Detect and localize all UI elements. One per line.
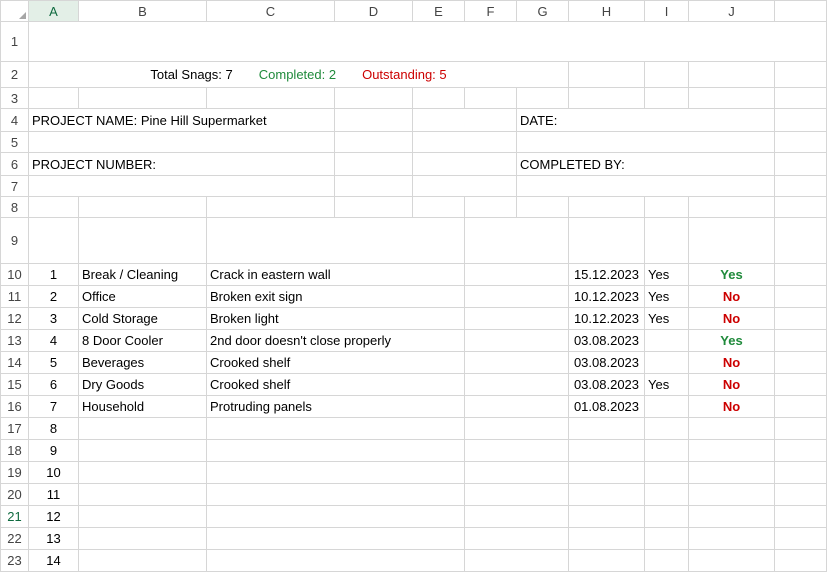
column-header-i[interactable]: I [645,1,689,22]
table-header-room-area[interactable]: Room/area [79,218,207,264]
cell-k19[interactable] [775,462,827,484]
row-1 [1,22,827,62]
project-name-field[interactable] [29,109,335,132]
cell-room-area[interactable] [79,484,207,506]
column-header-d[interactable]: D [335,1,413,22]
completed-text: No [722,289,741,304]
room-area-text: 8 Door Cooler [82,333,163,348]
table-header-row [1,218,827,264]
row-header-11[interactable]: 11 [1,286,29,308]
table-row [1,440,827,462]
cell-snag-number[interactable] [29,396,79,418]
page-title: Commercial Construction Snagging List [29,22,827,62]
outstanding-count-label: Outstanding: 5 [362,67,447,82]
snag-number-text: 10 [46,465,61,480]
snag-number-text: 11 [46,487,61,502]
date-text: 01.08.2023 [573,399,640,414]
cell-trade[interactable] [465,418,569,440]
cell-trade[interactable] [465,286,569,308]
spacer-box-row4[interactable] [413,109,517,132]
cell-snag-description[interactable] [207,264,465,286]
cell-completed[interactable] [689,352,775,374]
cell-k17[interactable] [775,418,827,440]
cell-date[interactable] [569,484,645,506]
cell-e8[interactable] [413,197,465,218]
cell-e7[interactable] [335,176,413,197]
date-text: 03.08.2023 [573,333,640,348]
cell-photo[interactable] [645,418,689,440]
table-row [1,264,827,286]
snag-number-text: 5 [49,355,58,370]
row-header-18[interactable]: 18 [1,440,29,462]
column-header-h[interactable]: H [569,1,645,22]
cell-trade[interactable] [465,462,569,484]
cell-h5[interactable] [517,132,775,153]
cell-date[interactable] [569,264,645,286]
cell-b3[interactable] [79,88,207,109]
cell-photo[interactable] [645,308,689,330]
row-header-23[interactable]: 23 [1,550,29,572]
cell-a5[interactable] [29,132,335,153]
completed-text: No [722,355,741,370]
cell-snag-number[interactable] [29,264,79,286]
cell-snag-description[interactable] [207,440,465,462]
cell-snag-number[interactable] [29,374,79,396]
table-row [1,374,827,396]
cell-completed[interactable] [689,396,775,418]
cell-snag-number[interactable] [29,352,79,374]
cell-j8[interactable] [689,197,775,218]
cell-k9[interactable] [775,218,827,264]
cell-snag-description[interactable] [207,550,465,572]
room-area-text: Dry Goods [82,377,145,392]
row-header-17[interactable]: 17 [1,418,29,440]
select-all-corner[interactable] [1,1,29,22]
cell-completed[interactable] [689,264,775,286]
cell-k7[interactable] [775,176,827,197]
row-header-7[interactable]: 7 [1,176,29,197]
cell-k16[interactable] [775,396,827,418]
cell-trade[interactable] [465,330,569,352]
row-header-15[interactable]: 15 [1,374,29,396]
cell-a8[interactable] [29,197,79,218]
snag-number-text: 2 [49,289,58,304]
cell-completed[interactable] [689,374,775,396]
completed-text: No [722,399,741,414]
cell-photo[interactable] [645,506,689,528]
row-header-14[interactable]: 14 [1,352,29,374]
cell-date[interactable] [569,286,645,308]
cell-photo[interactable] [645,374,689,396]
table-row [1,396,827,418]
cell-snag-number[interactable] [29,550,79,572]
cell-e4[interactable] [335,109,413,132]
room-area-text: Cold Storage [82,311,158,326]
cell-room-area[interactable] [79,550,207,572]
cell-k2[interactable] [775,62,827,88]
cell-snag-number[interactable] [29,308,79,330]
row-header-13[interactable]: 13 [1,330,29,352]
cell-photo[interactable] [645,440,689,462]
cell-d8[interactable] [335,197,413,218]
completed-text: Yes [720,333,743,348]
cell-snag-number[interactable] [29,484,79,506]
snag-number-text: 4 [49,333,58,348]
cell-snag-description[interactable] [207,374,465,396]
snag-number-text: 12 [46,509,61,524]
cell-k20[interactable] [775,484,827,506]
cell-trade[interactable] [465,550,569,572]
completed-text: No [722,311,741,326]
cell-h3[interactable] [569,88,645,109]
cell-photo[interactable] [645,330,689,352]
cell-room-area[interactable] [79,462,207,484]
spacer-box-row6[interactable] [413,153,517,176]
table-header-snag-number[interactable]: Snag # [29,218,79,264]
row-header-21[interactable]: 21 [1,506,29,528]
cell-room-area[interactable] [79,330,207,352]
table-header-completed[interactable]: Completed? [689,218,775,264]
row-header-1[interactable]: 1 [1,22,29,62]
cell-h7[interactable] [517,176,775,197]
cell-trade[interactable] [465,506,569,528]
cell-trade[interactable] [465,528,569,550]
cell-g8[interactable] [517,197,569,218]
date-text: 10.12.2023 [573,289,640,304]
snag-description-text: Crooked shelf [210,355,291,370]
row-header-2[interactable]: 2 [1,62,29,88]
cell-date[interactable] [569,506,645,528]
cell-k13[interactable] [775,330,827,352]
row-header-19[interactable]: 19 [1,462,29,484]
cell-completed[interactable] [689,418,775,440]
cell-trade[interactable] [465,484,569,506]
cell-completed[interactable] [689,330,775,352]
cell-j2[interactable] [689,62,775,88]
cell-date[interactable] [569,374,645,396]
photo-text: Yes [648,311,670,326]
snag-number-text: 14 [46,553,61,568]
cell-snag-description[interactable] [207,418,465,440]
table-header-trade[interactable]: Trade [465,218,569,264]
cell-completed[interactable] [689,528,775,550]
cell-trade[interactable] [465,308,569,330]
row-header-12[interactable]: 12 [1,308,29,330]
cell-snag-number[interactable] [29,440,79,462]
cell-room-area[interactable] [79,396,207,418]
snag-description-text: Broken exit sign [210,289,303,304]
cell-k15[interactable] [775,374,827,396]
snag-number-text: 1 [49,267,58,282]
cell-b8[interactable] [79,197,207,218]
row-3 [1,88,827,109]
cell-k3[interactable] [775,88,827,109]
snag-description-text: Crooked shelf [210,377,291,392]
cell-trade[interactable] [465,352,569,374]
cell-completed[interactable] [689,462,775,484]
cell-completed[interactable] [689,506,775,528]
cell-f8[interactable] [465,197,517,218]
cell-room-area[interactable] [79,440,207,462]
cell-snag-description[interactable] [207,506,465,528]
snag-number-text: 13 [46,531,61,546]
column-header-a[interactable]: A [29,1,79,22]
spacer-box-row5[interactable] [413,132,517,153]
row-2 [1,62,827,88]
row-header-20[interactable]: 20 [1,484,29,506]
row-header-3[interactable]: 3 [1,88,29,109]
cell-k21[interactable] [775,506,827,528]
room-area-text: Beverages [82,355,145,370]
cell-j3[interactable] [689,88,775,109]
cell-k10[interactable] [775,264,827,286]
cell-room-area[interactable] [79,506,207,528]
row-8 [1,197,827,218]
cell-photo[interactable] [645,484,689,506]
cell-completed[interactable] [689,484,775,506]
cell-snag-description[interactable] [207,484,465,506]
cell-photo[interactable] [645,396,689,418]
photo-text: Yes [648,377,670,392]
cell-d3[interactable] [335,88,413,109]
cell-g3[interactable] [517,88,569,109]
cell-f3[interactable] [465,88,517,109]
cell-photo[interactable] [645,286,689,308]
date-label: DATE: [520,112,558,128]
date-text: 15.12.2023 [573,267,640,282]
column-header-g[interactable]: G [517,1,569,22]
cell-photo[interactable] [645,462,689,484]
snag-description-text: Protruding panels [210,399,312,414]
summary-bar [29,62,569,88]
cell-a7[interactable] [29,176,335,197]
cell-snag-number[interactable] [29,330,79,352]
table-row [1,352,827,374]
completed-text: Yes [720,267,743,282]
cell-k14[interactable] [775,352,827,374]
cell-k18[interactable] [775,440,827,462]
table-row [1,286,827,308]
cell-e3[interactable] [413,88,465,109]
cell-date[interactable] [569,308,645,330]
cell-completed[interactable] [689,440,775,462]
cell-completed[interactable] [689,308,775,330]
table-row [1,418,827,440]
project-number-label: PROJECT NUMBER: [32,156,156,172]
date-field[interactable] [517,109,775,132]
cell-snag-number[interactable] [29,528,79,550]
cell-snag-description[interactable] [207,352,465,374]
snag-number-text: 3 [49,311,58,326]
snag-description-text: Crack in eastern wall [210,267,331,282]
table-row [1,462,827,484]
cell-f7[interactable] [413,176,517,197]
snag-number-text: 8 [49,421,58,436]
cell-k6[interactable] [775,153,827,176]
cell-photo[interactable] [645,550,689,572]
cell-snag-description[interactable] [207,308,465,330]
row-header-8[interactable]: 8 [1,197,29,218]
cell-snag-number[interactable] [29,286,79,308]
snag-number-text: 9 [49,443,58,458]
table-row [1,550,827,572]
cell-room-area[interactable] [79,374,207,396]
snag-number-text: 6 [49,377,58,392]
snag-description-text: 2nd door doesn't close properly [210,333,391,348]
cell-trade[interactable] [465,374,569,396]
row-header-16[interactable]: 16 [1,396,29,418]
cell-k12[interactable] [775,308,827,330]
cell-room-area[interactable] [79,352,207,374]
cell-completed[interactable] [689,550,775,572]
row-header-6[interactable]: 6 [1,153,29,176]
row-4 [1,109,827,132]
cell-i8[interactable] [645,197,689,218]
table-row [1,330,827,352]
row-header-5[interactable]: 5 [1,132,29,153]
date-text: 03.08.2023 [573,355,640,370]
table-row [1,528,827,550]
column-header-f[interactable]: F [465,1,517,22]
completed-count-label: Completed: 2 [258,67,337,82]
table-row [1,308,827,330]
project-number-field[interactable] [29,153,335,176]
cell-date[interactable] [569,352,645,374]
completed-by-label: COMPLETED BY: [520,156,625,172]
cell-date[interactable] [569,528,645,550]
cell-k11[interactable] [775,286,827,308]
cell-e6[interactable] [335,153,413,176]
cell-snag-description[interactable] [207,528,465,550]
column-header-e[interactable]: E [413,1,465,22]
table-row [1,506,827,528]
cell-date[interactable] [569,330,645,352]
snag-number-text: 7 [49,399,58,414]
cell-snag-description[interactable] [207,462,465,484]
cell-room-area[interactable] [79,528,207,550]
cell-i3[interactable] [645,88,689,109]
cell-snag-description[interactable] [207,396,465,418]
cell-h2[interactable] [569,62,645,88]
cell-c3[interactable] [207,88,335,109]
cell-snag-description[interactable] [207,286,465,308]
cell-date[interactable] [569,418,645,440]
cell-snag-number[interactable] [29,418,79,440]
cell-date[interactable] [569,440,645,462]
cell-photo[interactable] [645,528,689,550]
cell-trade[interactable] [465,440,569,462]
table-header-snag-description[interactable]: Snag description [207,218,465,264]
photo-text: Yes [648,289,670,304]
snag-description-text: Broken light [210,311,279,326]
cell-room-area[interactable] [79,418,207,440]
cell-snag-number[interactable] [29,462,79,484]
row-header-10[interactable]: 10 [1,264,29,286]
row-header-9[interactable]: 9 [1,218,29,264]
completed-text: No [722,377,741,392]
cell-k4[interactable] [775,109,827,132]
cell-snag-description[interactable] [207,330,465,352]
column-header-j[interactable]: J [689,1,775,22]
cell-date[interactable] [569,550,645,572]
row-header-22[interactable]: 22 [1,528,29,550]
cell-trade[interactable] [465,264,569,286]
project-name-label: PROJECT NAME: [32,112,138,128]
project-name-value: Pine Hill Supermarket [140,112,267,128]
cell-trade[interactable] [465,396,569,418]
cell-completed[interactable] [689,286,775,308]
completed-by-field[interactable] [517,153,775,176]
cell-date[interactable] [569,462,645,484]
total-snags-label: Total Snags: 7 [150,67,233,82]
column-header-row [1,1,827,22]
table-header-date[interactable]: Date [569,218,645,264]
cell-k8[interactable] [775,197,827,218]
cell-room-area[interactable] [79,308,207,330]
cell-photo[interactable] [645,352,689,374]
cell-c8[interactable] [207,197,335,218]
column-header-b[interactable]: B [79,1,207,22]
room-area-text: Office [82,289,116,304]
row-header-4[interactable]: 4 [1,109,29,132]
cell-e5[interactable] [335,132,413,153]
table-header-photo[interactable]: Photo [645,218,689,264]
cell-snag-number[interactable] [29,506,79,528]
row-7 [1,176,827,197]
room-area-text: Household [82,399,145,414]
cell-k23[interactable] [775,550,827,572]
cell-k5[interactable] [775,132,827,153]
column-header-overflow[interactable] [775,1,827,22]
cell-h8[interactable] [569,197,645,218]
room-area-text: Break / Cleaning [82,267,179,282]
column-header-c[interactable]: C [207,1,335,22]
cell-i2[interactable] [645,62,689,88]
row-5 [1,132,827,153]
cell-k22[interactable] [775,528,827,550]
row-6 [1,153,827,176]
photo-text: Yes [648,267,670,282]
cell-a3[interactable] [29,88,79,109]
cell-date[interactable] [569,396,645,418]
table-row [1,484,827,506]
cell-room-area[interactable] [79,264,207,286]
cell-room-area[interactable] [79,286,207,308]
cell-photo[interactable] [645,264,689,286]
date-text: 10.12.2023 [573,311,640,326]
date-text: 03.08.2023 [573,377,640,392]
